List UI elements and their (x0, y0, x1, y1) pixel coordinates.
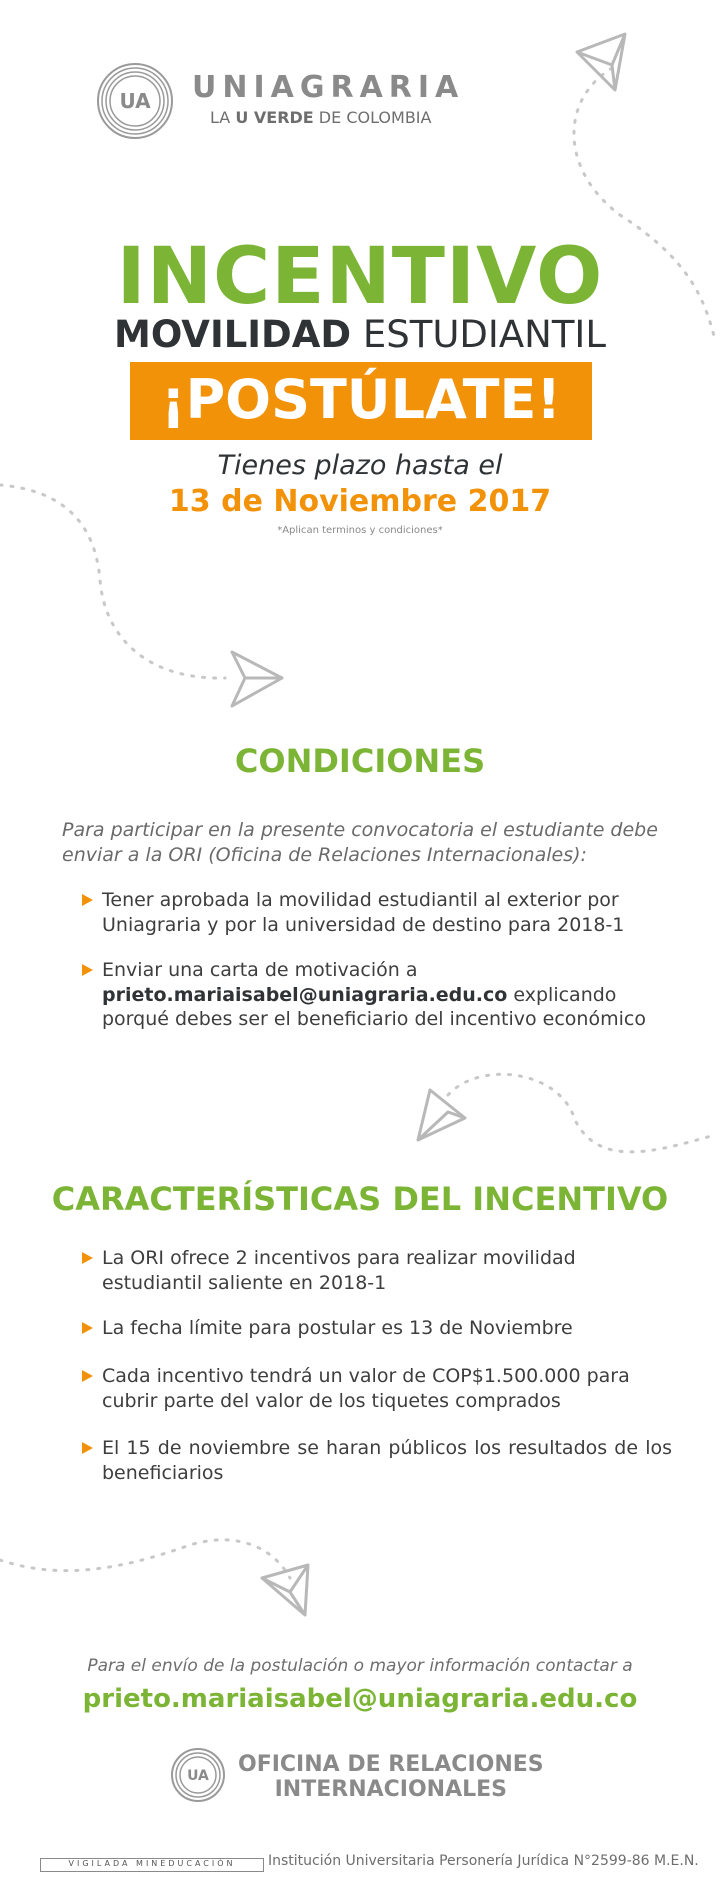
feature-text: La fecha límite para postular es 13 de Noviembre (102, 1317, 573, 1339)
features-title: CARACTERÍSTICAS DEL INCENTIVO (51, 1180, 669, 1218)
feature-text: El 15 de noviembre se haran públicos los resultados de los beneficiarios (102, 1437, 672, 1484)
bullet-arrow-icon (82, 1442, 93, 1454)
office-line-2: INTERNACIONALES (274, 1777, 507, 1803)
feature-text: La ORI ofrece 2 incentivos para realizar movilidad estudiantil saliente en 2018-1 (102, 1247, 576, 1294)
ori-logo-initials: UA (187, 1768, 209, 1784)
institution-text: Institución Universitaria Personería Jurídica N°2599-86 M.E.N. (268, 1853, 699, 1869)
vigilada-label: VIGILADA MINEDUCACIÓN (68, 1859, 236, 1868)
bullet-arrow-icon (82, 1322, 93, 1334)
paper-plane-icon (577, 34, 625, 90)
list-item (82, 1436, 672, 1485)
bullet-arrow-icon (82, 894, 93, 906)
list-item (82, 1364, 672, 1413)
terms-note: *Aplican terminos y condiciones* (277, 525, 443, 536)
dotted-trail (0, 1540, 290, 1578)
ori-logo (170, 1747, 226, 1803)
paper-plane-icon (418, 1090, 465, 1140)
list-item (82, 958, 672, 1032)
bullet-arrow-icon (82, 1252, 93, 1264)
office-name (238, 1752, 544, 1803)
tagline-suffix: DE COLOMBIA (313, 108, 432, 127)
logo-initials: UA (119, 89, 151, 113)
condition-text (102, 958, 672, 1032)
cta-text: ¡POSTÚLATE! (160, 368, 562, 431)
uniagraria-logo (96, 62, 174, 140)
feature-text: Cada incentivo tendrá un valor de COP$1.500.000 para cubrir parte del valor de los tiquetes comprados (102, 1365, 630, 1412)
tagline-bold: U VERDE (235, 108, 314, 127)
paper-plane-icon (262, 1565, 308, 1615)
contact-email-link[interactable]: prieto.mariaisabel@uniagraria.edu.co (82, 1684, 638, 1714)
bullet-arrow-icon (82, 1370, 93, 1382)
list-item (82, 888, 672, 937)
conditions-intro: Para participar en la presente convocatoria el estudiante debe enviar a la ORI (Oficina de Relaciones Internacionales): (62, 819, 658, 866)
list-item (82, 1246, 672, 1295)
condition-text-after: explicando porqué debes ser el beneficiario del incentivo económico (102, 983, 646, 1031)
tagline-prefix: LA (210, 108, 236, 127)
brand-name: UNIAGRARIA (192, 70, 465, 105)
condition-text-before: Enviar una carta de motivación a (102, 959, 418, 981)
hero-title: INCENTIVO (116, 232, 604, 322)
conditions-title: CONDICIONES (234, 742, 486, 780)
condition-email[interactable]: prieto.mariaisabel@uniagraria.edu.co (102, 983, 508, 1006)
deadline-date: 13 de Noviembre 2017 (168, 484, 552, 519)
paper-plane-icon (232, 652, 282, 706)
dotted-trail (448, 1074, 715, 1152)
hero-subtitle (0, 313, 720, 356)
bullet-arrow-icon (82, 964, 93, 976)
office-line-1: OFICINA DE RELACIONES (238, 1752, 544, 1777)
contact-note: Para el envío de la postulación o mayor información contactar a (87, 1656, 633, 1676)
list-item (82, 1316, 672, 1341)
condition-text: Tener aprobada la movilidad estudiantil al exterior por Uniagraria y por la universidad de destino para 2018-1 (102, 889, 625, 936)
subtitle-bold: MOVILIDAD (114, 313, 352, 356)
subtitle-light: ESTUDIANTIL (351, 313, 606, 356)
deadline-intro: Tienes plazo hasta el (217, 450, 503, 481)
tagline (210, 108, 431, 127)
